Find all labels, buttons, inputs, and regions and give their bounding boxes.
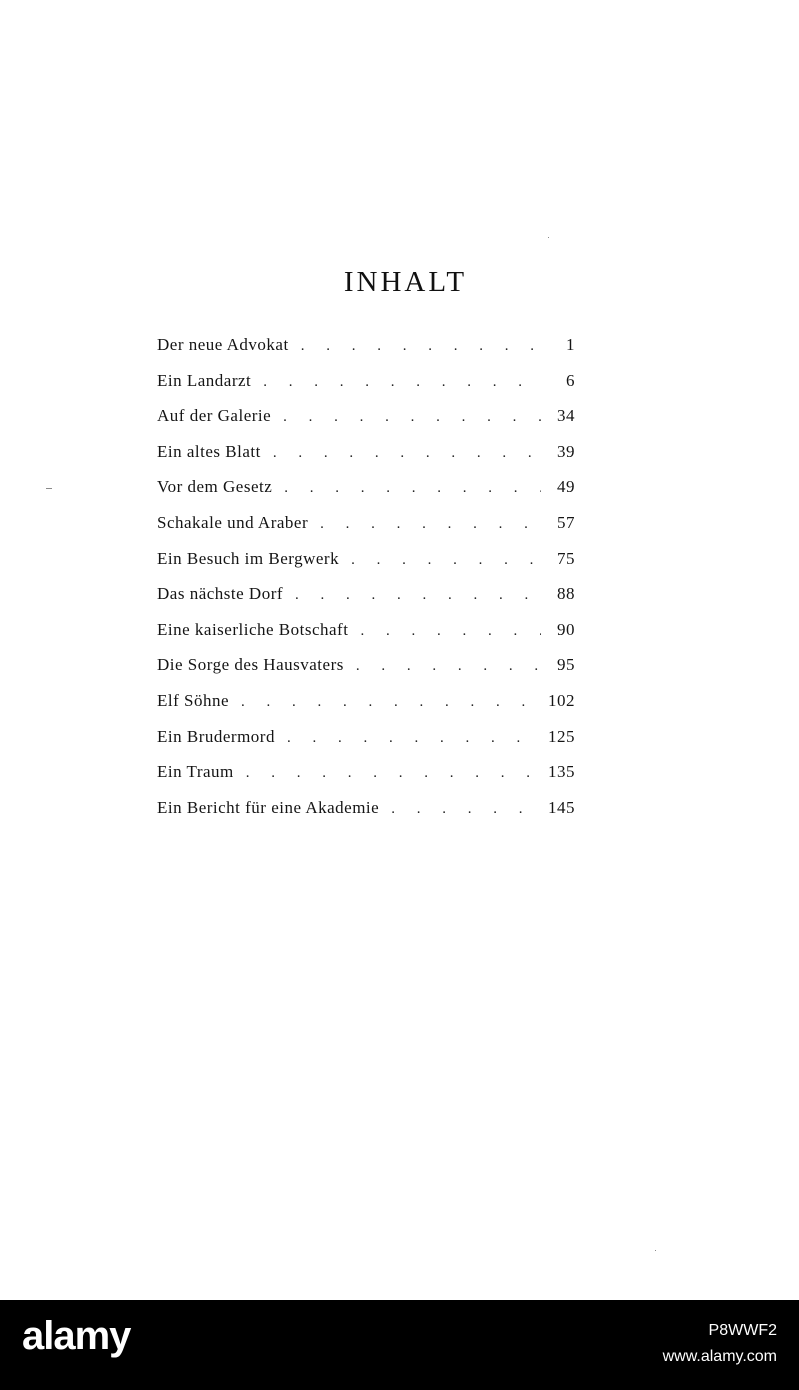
toc-entry-page: 90 (557, 619, 575, 639)
toc-entry-title: Ein altes Blatt (157, 441, 261, 461)
dot-leader (344, 649, 541, 685)
toc-entry-page: 75 (557, 548, 575, 568)
image-id-label: P8WWF2 (708, 1322, 777, 1339)
toc-entry-title: Ein Besuch im Bergwerk (157, 548, 340, 568)
scan-speck (46, 488, 52, 489)
site-url-label: www.alamy.com (662, 1348, 777, 1365)
dot-leader (308, 507, 541, 543)
toc-entry-title: Schakale und Araber (157, 512, 309, 532)
toc-entry-title: Die Sorge des Hausvaters (157, 655, 344, 675)
toc-entry-page: 88 (557, 584, 575, 604)
watermark-footer (0, 1300, 799, 1390)
toc-entry-page: 57 (557, 512, 575, 532)
toc-entry-page: 135 (548, 762, 575, 782)
toc-entry-title: Eine kaiserliche Botschaft (157, 619, 349, 639)
toc-entry-page: 102 (548, 690, 575, 710)
toc-entry (157, 363, 575, 399)
toc-entry-title: Elf Söhne (157, 690, 230, 710)
toc-entry-title: Ein Brudermord (157, 726, 275, 746)
dot-leader (289, 329, 541, 365)
toc-entry (157, 790, 575, 826)
toc-entry (157, 612, 575, 648)
toc-entry-page: 49 (557, 477, 575, 497)
dot-leader (229, 685, 541, 721)
toc-entry-page: 34 (557, 406, 575, 426)
dot-leader (339, 543, 541, 579)
scan-speck (655, 1250, 656, 1251)
toc-entry (157, 719, 575, 755)
brand-logo: alamy (22, 1314, 131, 1358)
toc-entry-page: 1 (566, 335, 575, 354)
toc-entry-title: Ein Landarzt (157, 370, 252, 390)
toc-entry-page: 6 (566, 370, 575, 390)
toc-entry (157, 683, 575, 719)
toc-entry-title: Vor dem Gesetz (157, 477, 273, 497)
dot-leader (234, 756, 541, 792)
page-title: INHALT (343, 266, 468, 298)
toc-entry (157, 576, 575, 612)
toc-entry (157, 469, 575, 505)
toc-entry (157, 505, 575, 541)
toc-entry (157, 434, 575, 470)
toc-entry (157, 327, 575, 363)
dot-leader (379, 792, 541, 828)
toc-entry-page: 125 (548, 726, 575, 746)
toc-entry (157, 541, 575, 577)
toc-entry-page: 95 (557, 655, 575, 675)
scan-speck (548, 237, 549, 238)
dot-leader (283, 578, 541, 614)
dot-leader (275, 721, 541, 757)
table-of-contents (157, 327, 575, 825)
dot-leader (271, 400, 541, 436)
dot-leader (272, 471, 541, 507)
toc-entry-title: Der neue Advokat (157, 335, 289, 354)
toc-entry-title: Ein Bericht für eine Akademie (157, 797, 380, 817)
toc-entry-page: 39 (557, 441, 575, 461)
dot-leader (261, 436, 541, 472)
toc-entry-page: 145 (548, 797, 575, 817)
toc-entry-title: Auf der Galerie (157, 406, 272, 426)
toc-entry (157, 398, 575, 434)
toc-entry-title: Das nächste Dorf (157, 584, 284, 604)
toc-entry (157, 754, 575, 790)
dot-leader (251, 365, 541, 401)
dot-leader (348, 614, 541, 650)
toc-entry (157, 647, 575, 683)
toc-entry-title: Ein Traum (157, 762, 234, 782)
